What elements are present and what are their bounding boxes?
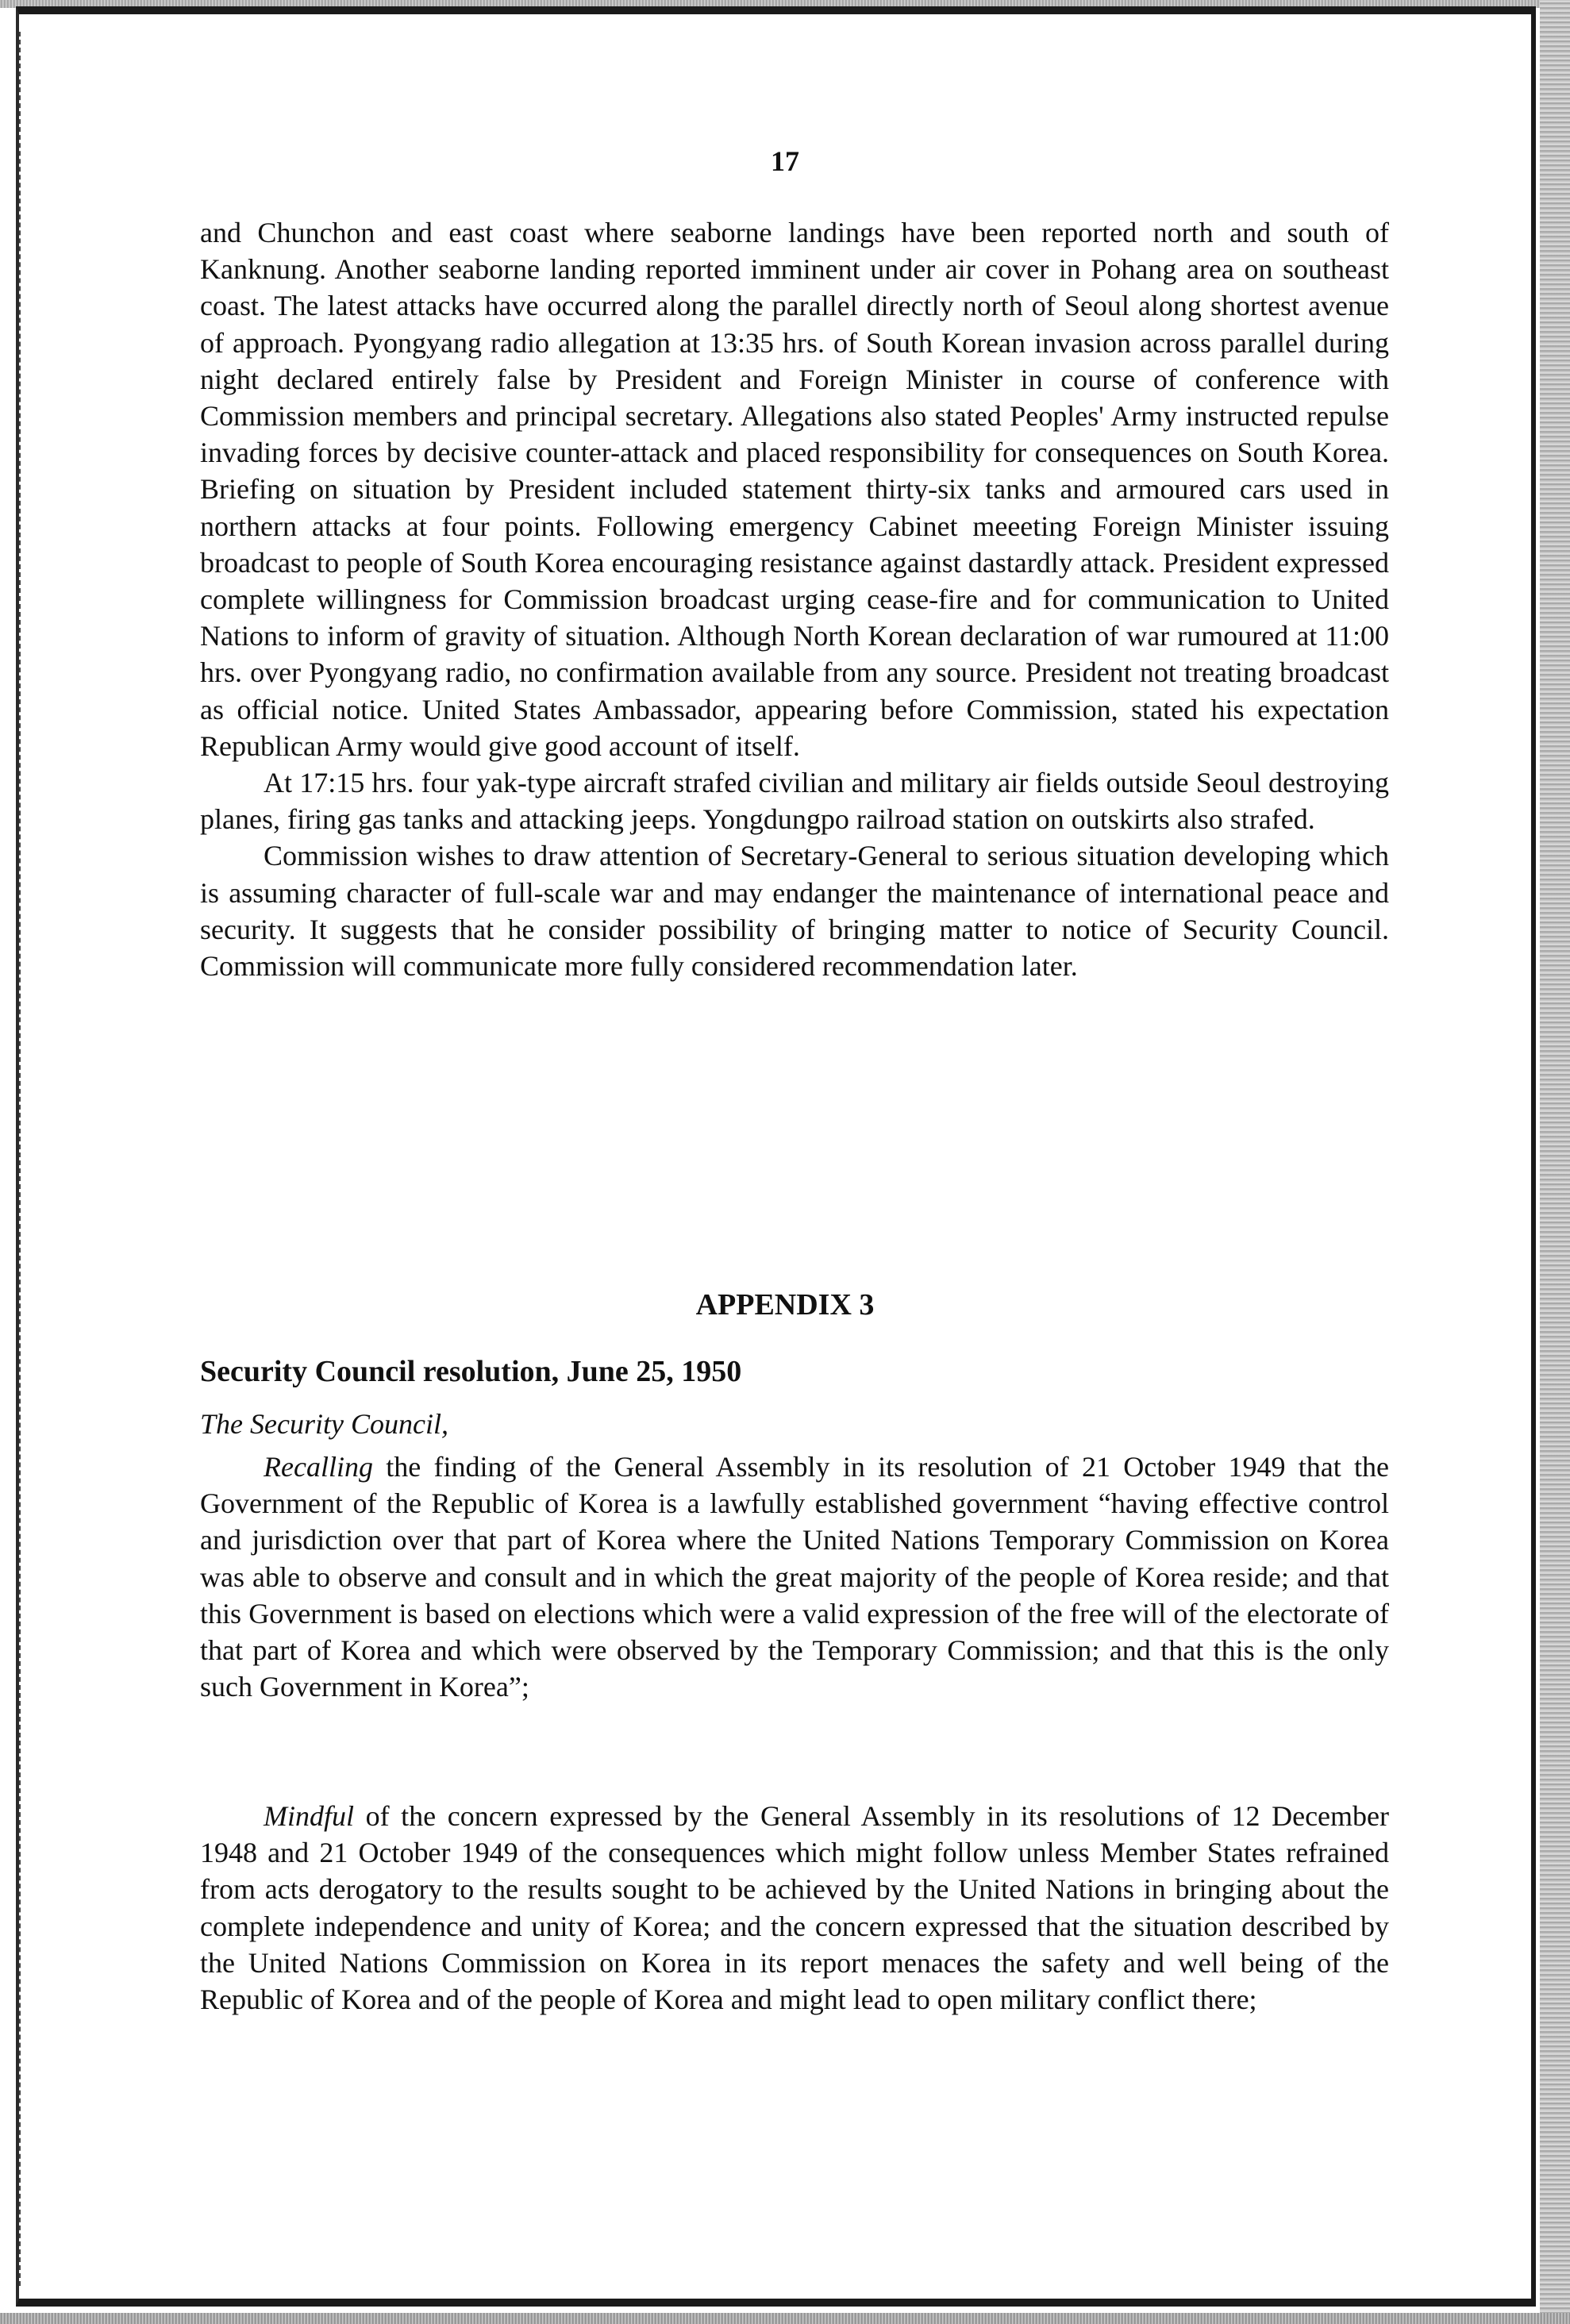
resolution-title: Security Council resolution, June 25, 1950 <box>200 1355 742 1388</box>
mindful-text: of the concern expressed by the General Assembly in its resolutions of 12 December 1948 and 21 October 1949 of the consequences which might follow unless Member States refrained from acts derogatory to the results sought to be achieved by the United Nations in bringing about the complete independence and unity of Korea; and the concern expressed that the situation described by the United Nations Commission on Korea in its report menaces the safety and well being of the Republic of Korea and of the people of Korea and might lead to open military conflict there; <box>200 1800 1389 2016</box>
mindful-paragraph <box>200 1798 1389 2018</box>
paragraph-continued: and Chunchon and east coast where seaborne landings have been reported north and south of Kanknung. Another seaborne landing reported imminent under air cover in Pohang area on southeast coast. The latest attacks have occurred along the parallel directly north of Seoul along shortest avenue of approach. Pyongyang radio allegation at 13:35 hrs. of South Korean invasion across parallel during night declared entirely false by President and Foreign Minister in course of conference with Commission members and principal secretary. Allegations also stated Peoples' Army instructed repulse invading forces by decisive counter-attack and placed responsibility for consequences on South Korea. Briefing on situation by President included statement thirty-six tanks and armoured cars used in northern attacks at four points. Following emergency Cabinet meeeting Foreign Minister issuing broadcast to people of South Korea encouraging resistance against dastardly attack. President expressed complete willingness for Commission broadcast urging cease-fire and for communication to United Nations to inform of gravity of situation. Although North Korean declaration of war rumoured at 11:00 hrs. over Pyongyang radio, no confirmation available from any source. President not treating broadcast as official notice. United States Ambassador, appearing before Commission, stated his expectation Republican Army would give good account of itself. <box>200 217 1389 762</box>
page-number: 17 <box>771 145 799 177</box>
recalling-paragraph <box>200 1449 1389 1705</box>
recalling-text: the finding of the General Assembly in its resolution of 21 October 1949 that the Government of the Republic of Korea is a lawfully established government “having effective control and jurisdiction over that part of Korea where the United Nations Temporary Commission on Korea was able to observe and consult and in which the great majority of the people of Korea reside; and that this Government is based on elections which were a valid expression of the free will of the electorate of that part of Korea and which were observed by the Temporary Commission; and that this is the only such Government in Korea”; <box>200 1451 1389 1703</box>
recalling-lead: Recalling <box>264 1451 373 1483</box>
appendix-heading: APPENDIX 3 <box>695 1288 875 1322</box>
continued-report-text <box>200 214 1389 984</box>
scan-edge-right <box>1540 0 1570 2324</box>
mindful-lead: Mindful <box>264 1800 354 1832</box>
resolution-intro: The Security Council, <box>200 1408 448 1440</box>
scan-edge-bottom <box>0 2313 1570 2324</box>
mindful-clause <box>200 1798 1389 2018</box>
binding-marks <box>19 32 37 2286</box>
paragraph-commission-request: Commission wishes to draw attention of Secretary-General to serious situation developing which is assuming character of full-scale war and may endanger the maintenance of international peace and security. It suggests that he consider possibility of bringing matter to notice of Security Council. Commission will communicate more fully considered recommendation later. <box>200 840 1389 983</box>
recalling-clause <box>200 1449 1389 1705</box>
paragraph-air-attack: At 17:15 hrs. four yak-type aircraft strafed civilian and military air fields outside Seoul destroying planes, firing gas tanks and attacking jeeps. Yongdungpo railroad station on outskirts also strafed. <box>200 767 1389 836</box>
